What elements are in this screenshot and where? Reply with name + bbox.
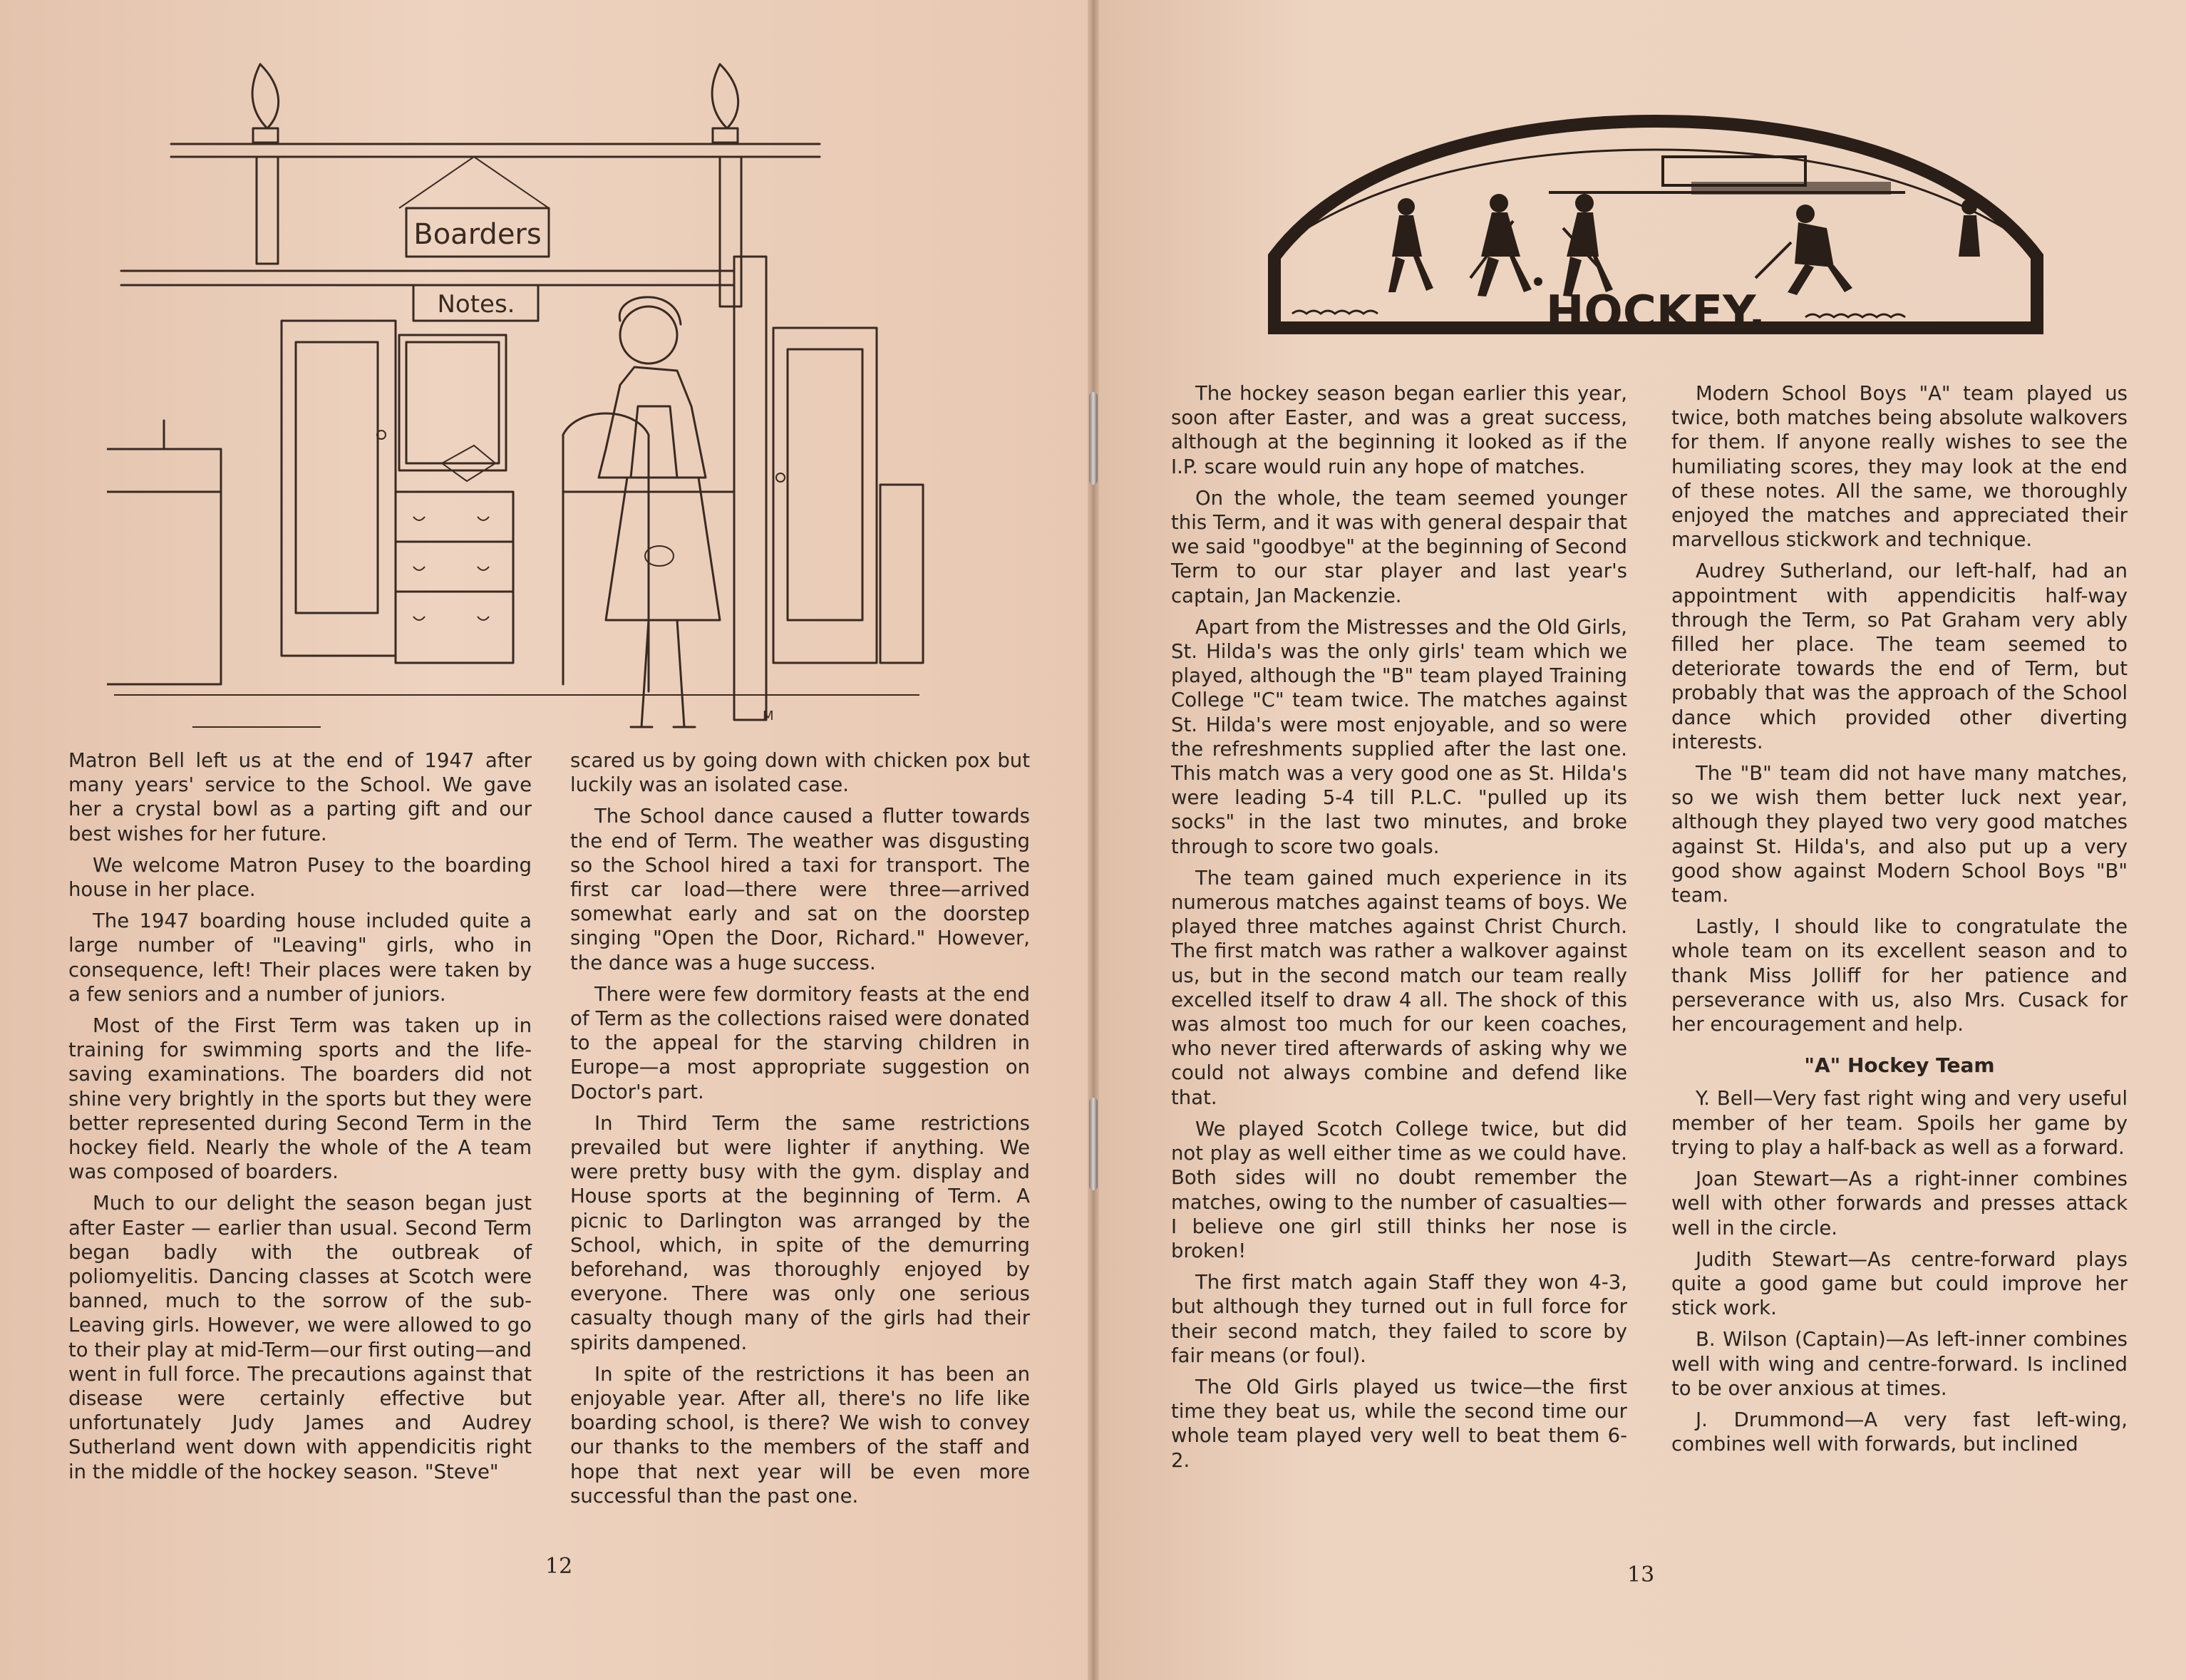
paragraph: The Old Girls played us twice—the first time they beat us, while the second time our whole team played very well to beat them 6-2. xyxy=(1171,1375,1627,1472)
right-page xyxy=(1093,0,2186,1680)
team-member-entry: J. Drummond—A very fast left-wing, combines well with forwards, but inclined xyxy=(1671,1408,2128,1456)
paragraph: Matron Bell left us at the end of 1947 after many years' service to the School. We gave her a crystal bowl as a parting gift and our best wishes for her future. xyxy=(68,749,532,845)
paragraph: Much to our delight the season began just after Easter — earlier than usual. Second Term began badly with the outbreak of poliomyelitis. Dancing classes at Scotch were banned, much to the sorrow of the sub-Leaving girls. However, we were allowed to go to their play at mid-Term—our first outing—and went in full force. The precautions against that disease were certainly effective but unfortunately Judy James and Audrey Sutherland went down with appendicitis right in the middle of the hockey season. "Steve" xyxy=(68,1192,532,1483)
paragraph: The School dance caused a flutter towards the end of Term. The weather was disgusting so the School hired a taxi for transport. The first car load—there were three—arrived somewhat early and sat on the doorstep singing "Open the Door, Richard." However, the dance was a huge success. xyxy=(570,805,1030,974)
paragraph: There were few dormitory feasts at the end of Term as the collections raised were donated to the appeal for the starving children in Europe—a most appropriate suggestion on Doctor's part. xyxy=(570,982,1030,1103)
right-page-column-2 xyxy=(1671,381,2128,1463)
paragraph: Modern School Boys "A" team played us twice, both matches being absolute walkovers for them. If anyone really wishes to see the humiliating scores, they may look at the end of these notes. All the same, we thoroughly enjoyed the matches and appreciated their marvellous stickwork and technique. xyxy=(1671,382,2128,552)
boarders-notes-illustration xyxy=(107,50,927,748)
team-member-entry: B. Wilson (Captain)—As left-inner combines well with wing and centre-forward. Is inclined to be over anxious at times. xyxy=(1671,1328,2128,1400)
paragraph: In Third Term the same restrictions prevailed but were lighter if anything. We were pretty busy with the gym. display and House sports at the beginning of Term. A picnic to Darlington was arranged by the School, which, in spite of the demurring beforehand, was thoroughly enjoyed by everyone. There was only one serious casualty though many of the girls had their spirits dampened. xyxy=(570,1111,1030,1354)
page-number: 13 xyxy=(1627,1562,1655,1587)
paragraph: The "B" team did not have many matches, so we wish them better luck next year, although they played two very good matches against St. Hilda's, and also put up a very good show against Modern School Boys "B" team. xyxy=(1671,762,2128,907)
paragraph: Apart from the Mistresses and the Old Girls, St. Hilda's was the only girls' team which we played, although the "B" team played Training College "C" team twice. The matches against St. Hilda's were most enjoyable, and so were the refreshments supplied after the last one. This match was a very good one as St. Hilda's were leading 5-4 till P.L.C. "pulled up its socks" in the last two minutes, and broke through to score two goals. xyxy=(1171,615,1627,858)
book-spine xyxy=(1088,0,1099,1680)
left-page-column-1 xyxy=(68,748,532,1491)
paragraph: On the whole, the team seemed younger this Term, and it was with general despair that we said "goodbye" at the beginning of Second Term to our star player and last year's captain, Jan Mackenzie. xyxy=(1171,486,1628,607)
sign-notes-text: Notes. xyxy=(437,290,515,319)
team-member-entry: Joan Stewart—As a right-inner combines well with other forwards and presses attack well in the circle. xyxy=(1671,1168,2128,1240)
staple-bottom xyxy=(1089,1098,1098,1190)
hockey-banner-illustration xyxy=(1264,114,2048,342)
paragraph: In spite of the restrictions it has been an enjoyable year. After all, there's no life like boarding school, is there? We wish to convey our thanks to the members of the staff and hope that next year will be even more successful than the past one. xyxy=(570,1362,1030,1508)
paragraph: The hockey season began earlier this year, soon after Easter, and was a great success, although at the beginning it looked as if the I.P. scare would ruin any hope of matches. xyxy=(1171,382,1627,478)
page-number: 12 xyxy=(545,1554,573,1579)
paragraph: scared us by going down with chicken pox but luckily was an isolated case. xyxy=(570,749,1030,797)
paragraph: Audrey Sutherland, our left-half, had an appointment with appendicitis half-way through the Term, so Pat Graham very ably filled her place. The team seemed to deteriorate towards the end of Term, but probably that was the approach of the School dance which provided other diverting interests. xyxy=(1671,560,2128,753)
paragraph: The team gained much experience in its numerous matches against teams of boys. We played three matches against Christ Church. The first match was rather a walkover against us, but in the second match our team really excelled itself to draw 4 all. The shock of this was almost too much for our keen coaches, who never tired afterwards of asking why we could not always combine and defend like that. xyxy=(1171,866,1627,1109)
paragraph: We welcome Matron Pusey to the boarding house in her place. xyxy=(68,853,532,902)
team-heading: "A" Hockey Team xyxy=(1804,1053,1995,1078)
paragraph: The 1947 boarding house included quite a large number of "Leaving" girls, who in consequence, left! Their places were taken by a few seniors and a number of juniors. xyxy=(68,909,532,1006)
paragraph: We played Scotch College twice, but did not play as well either time as we could have. Both sides will no doubt remember the matches, owing to the number of casualties—I believe one girl still thinks her nose is broken! xyxy=(1171,1117,1627,1262)
team-member-entry: Y. Bell—Very fast right wing and very useful member of her team. Spoils her game by trying to play a half-back as well as a forward. xyxy=(1671,1087,2128,1159)
left-page-column-2 xyxy=(570,748,1030,1515)
staple-top xyxy=(1089,392,1098,485)
paragraph: The first match again Staff they won 4-3, but although they turned out in full force for their second match, they failed to score by fair means (or foul). xyxy=(1171,1271,1627,1367)
right-page-column-1 xyxy=(1171,381,1627,1480)
paragraph: Most of the First Term was taken up in training for swimming sports and the life-saving examinations. The boarders did not shine very brightly in the sports but they were better represented during Second Term in the hockey field. Nearly the whole of the A team was composed of boarders. xyxy=(68,1014,532,1184)
artist-initials: M xyxy=(763,708,774,723)
hockey-title: HOCKEY. xyxy=(1545,287,1766,339)
team-member-entry: Judith Stewart—As centre-forward plays quite a good game but could improve her stick work. xyxy=(1671,1247,2128,1320)
paragraph: Lastly, I should like to congratulate the whole team on its excellent season and to thank Miss Jolliff for her patience and perseverance with us, also Mrs. Cusack for her encouragement and help. xyxy=(1671,915,2128,1036)
sign-boarders-text: Boarders xyxy=(413,218,542,251)
